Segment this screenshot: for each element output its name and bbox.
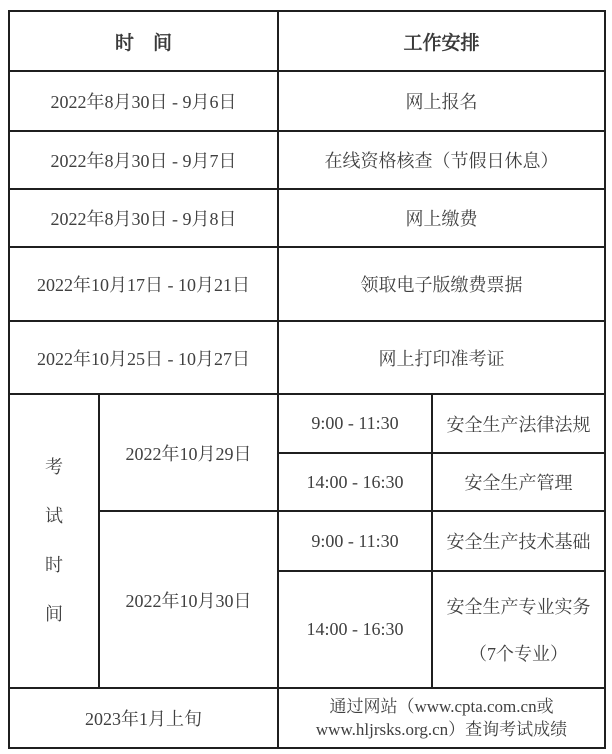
time-cell: 2022年10月17日 - 10月21日 — [9, 247, 278, 321]
exam-date-cell: 2022年10月30日 — [99, 511, 278, 688]
subject-line: 安全生产专业实务 — [446, 597, 591, 617]
footer-task-cell — [278, 688, 605, 748]
header-arrangement: 工作安排 — [278, 11, 605, 71]
table-row — [9, 189, 605, 247]
exam-label-char: 时 — [45, 555, 63, 575]
exam-label-cell — [9, 394, 99, 688]
session-subject-cell: 安全生产管理 — [432, 453, 605, 511]
task-cell: 网上报名 — [278, 71, 605, 131]
table-row — [9, 247, 605, 321]
task-cell: 领取电子版缴费票据 — [278, 247, 605, 321]
exam-schedule-table — [8, 10, 606, 749]
exam-label-char: 试 — [45, 506, 63, 526]
subject-lines — [435, 572, 602, 687]
session-time-cell: 14:00 - 16:30 — [278, 453, 432, 511]
exam-label-char: 间 — [45, 604, 63, 624]
footer-time-cell: 2023年1月上旬 — [9, 688, 278, 748]
session-time-cell: 14:00 - 16:30 — [278, 571, 432, 688]
time-cell: 2022年8月30日 - 9月8日 — [9, 189, 278, 247]
header-time: 时 间 — [9, 11, 278, 71]
footer-row — [9, 688, 605, 748]
exam-label-vertical — [12, 458, 96, 624]
task-cell: 网上缴费 — [278, 189, 605, 247]
exam-label-char: 考 — [45, 457, 63, 477]
task-cell: 在线资格核查（节假日休息） — [278, 131, 605, 189]
footer-task-line2: www.hljrsks.org.cn）查询考试成绩 — [315, 720, 568, 739]
session-subject-cell: 安全生产技术基础 — [432, 511, 605, 571]
header-row — [9, 11, 605, 71]
session-subject-cell — [432, 571, 605, 688]
session-time-cell: 9:00 - 11:30 — [278, 511, 432, 571]
subject-note: （7个专业） — [469, 644, 569, 664]
time-cell: 2022年10月25日 - 10月27日 — [9, 321, 278, 394]
table-row — [9, 71, 605, 131]
task-cell: 网上打印准考证 — [278, 321, 605, 394]
session-subject-cell: 安全生产法律法规 — [432, 394, 605, 453]
exam-row — [9, 394, 605, 453]
time-cell: 2022年8月30日 - 9月7日 — [9, 131, 278, 189]
session-time-cell: 9:00 - 11:30 — [278, 394, 432, 453]
exam-row — [9, 511, 605, 571]
exam-date-cell: 2022年10月29日 — [99, 394, 278, 511]
footer-task-line1: 通过网站（www.cpta.com.cn或 — [329, 697, 554, 716]
time-cell: 2022年8月30日 - 9月6日 — [9, 71, 278, 131]
table-row — [9, 131, 605, 189]
table-row — [9, 321, 605, 394]
